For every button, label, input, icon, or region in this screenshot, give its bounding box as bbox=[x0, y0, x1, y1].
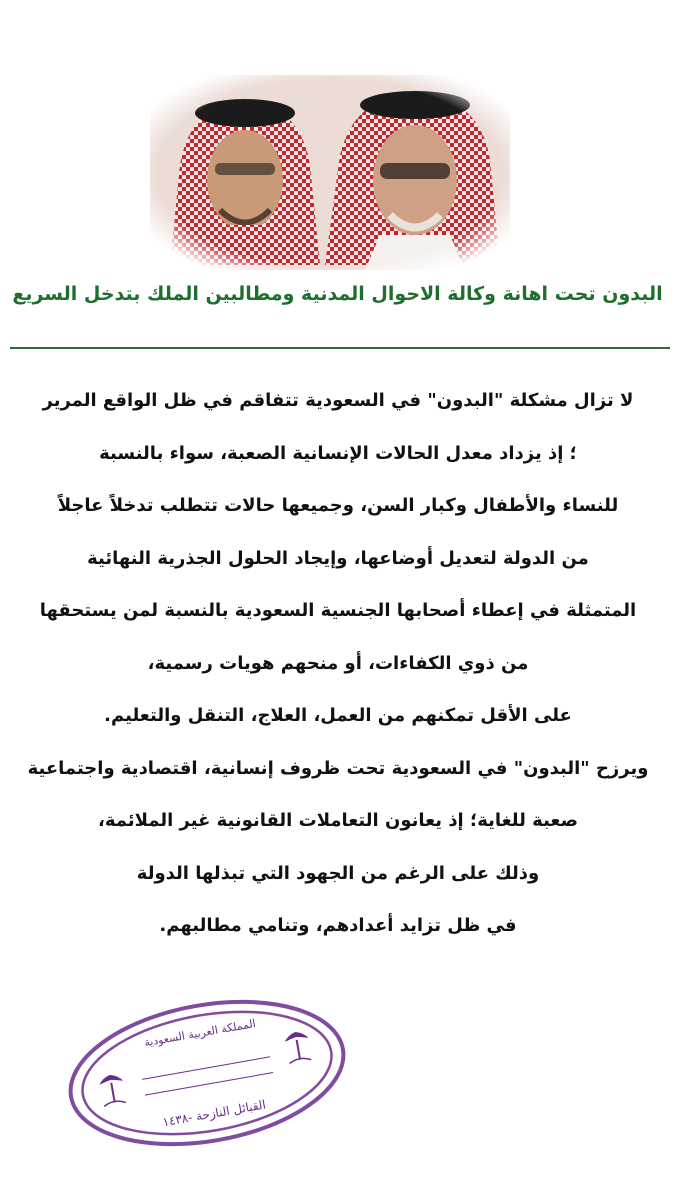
stamp-bottom-text: القبائل النازحة -١٤٣٨ bbox=[161, 1097, 267, 1130]
body-line: ويرزح "البدون" في السعودية تحت ظروف إنسانية، اقتصادية واجتماعية bbox=[27, 757, 649, 779]
article-body bbox=[8, 375, 668, 953]
body-line: من الدولة لتعديل أوضاعها، وإيجاد الحلول الجذرية النهائية bbox=[87, 547, 589, 569]
body-line: في ظل تزايد أعدادهم، وتنامي مطالبهم. bbox=[159, 915, 517, 936]
body-line: صعبة للغاية؛ إذ يعانون التعاملات القانونية غير الملائمة، bbox=[98, 810, 578, 831]
body-line: على الأقل تمكنهم من العمل، العلاج، التنقل والتعليم. bbox=[104, 705, 572, 726]
body-line: وذلك على الرغم من الجهود التي تبذلها الدولة bbox=[136, 862, 540, 884]
stamp-top-text: المملكة العربية السعودية bbox=[143, 1016, 257, 1050]
body-line: ؛ إذ يزداد معدل الحالات الإنسانية الصعبة، سواء بالنسبة bbox=[99, 442, 577, 464]
palm-emblem-left-icon bbox=[98, 1073, 127, 1107]
body-line: لا تزال مشكلة "البدون" في السعودية تتفاقم في ظل الواقع المرير bbox=[42, 390, 634, 411]
body-line: المتمثلة في إعطاء أصحابها الجنسية السعودية بالنسبة لمن يستحقها bbox=[39, 600, 637, 621]
official-stamp bbox=[62, 988, 352, 1158]
palm-emblem-right-icon bbox=[283, 1030, 312, 1064]
header-photo bbox=[150, 75, 510, 270]
divider bbox=[10, 347, 670, 349]
body-line: من ذوي الكفاءات، أو منحهم هويات رسمية، bbox=[147, 652, 529, 674]
headline: البدون تحت اهانة وكالة الاحوال المدنية ومطالبين الملك بتدخل السريع bbox=[12, 283, 663, 305]
body-line: للنساء والأطفال وكبار السن، وجميعها حالات تتطلب تدخلاً عاجلاً bbox=[57, 495, 619, 516]
